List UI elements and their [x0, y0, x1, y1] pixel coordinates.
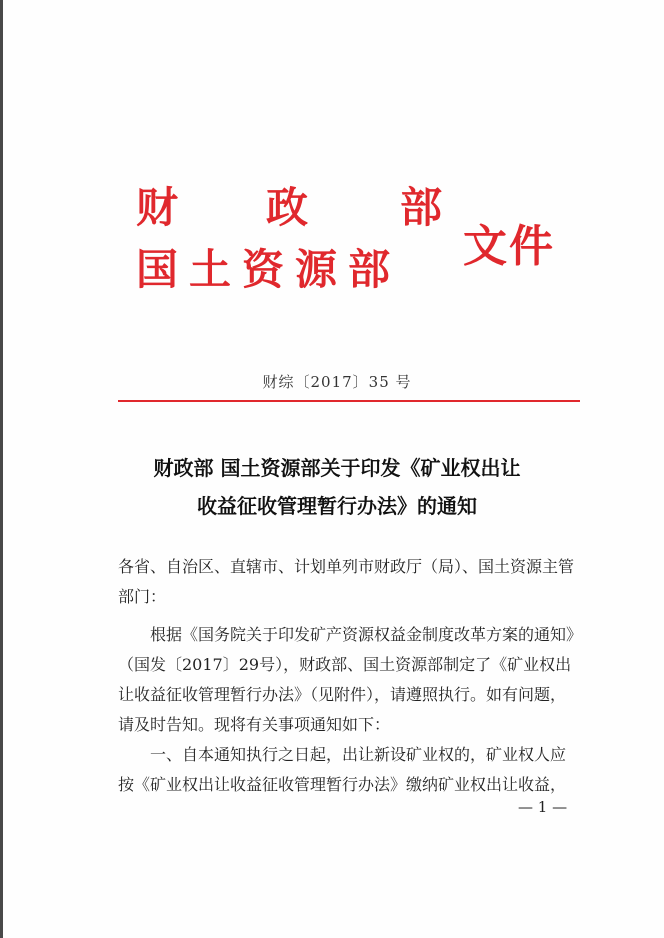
document-title-line2: 收益征收管理暂行办法》的通知	[197, 494, 477, 518]
body-paragraph-1: 根据《国务院关于印发矿产资源权益金制度改革方案的通知》（国发〔2017〕29号），财政部、国土资源部制定了《矿业权出让收益征收管理暂行办法》（见附件），请遵照执行。如有问题，请及时告知。现将有关事项通知如下：	[118, 625, 575, 734]
salutation: 各省、自治区、直辖市、计划单列市财政厅（局）、国土资源主管部门：	[118, 557, 575, 606]
agency1-char-3: 部	[400, 183, 443, 232]
document-suffix: 文件	[463, 221, 555, 272]
page-number: — 1 —	[518, 798, 568, 816]
agency1-char-2: 政	[266, 183, 309, 232]
scan-left-edge	[0, 0, 3, 938]
issuing-agency-line2: 国土资源部	[136, 245, 402, 294]
agency1-char-1: 财	[136, 183, 179, 232]
red-divider-line	[118, 400, 580, 402]
document-title-line1: 财政部 国土资源部关于印发《矿业权出让	[153, 456, 521, 480]
document-number: 财综〔2017〕35 号	[262, 373, 412, 391]
document-page	[10, 0, 664, 938]
body-paragraph-2: 一、自本通知执行之日起，出让新设矿业权的，矿业权人应按《矿业权出让收益征收管理暂行办法》缴纳矿业权出让收益，	[118, 745, 567, 794]
